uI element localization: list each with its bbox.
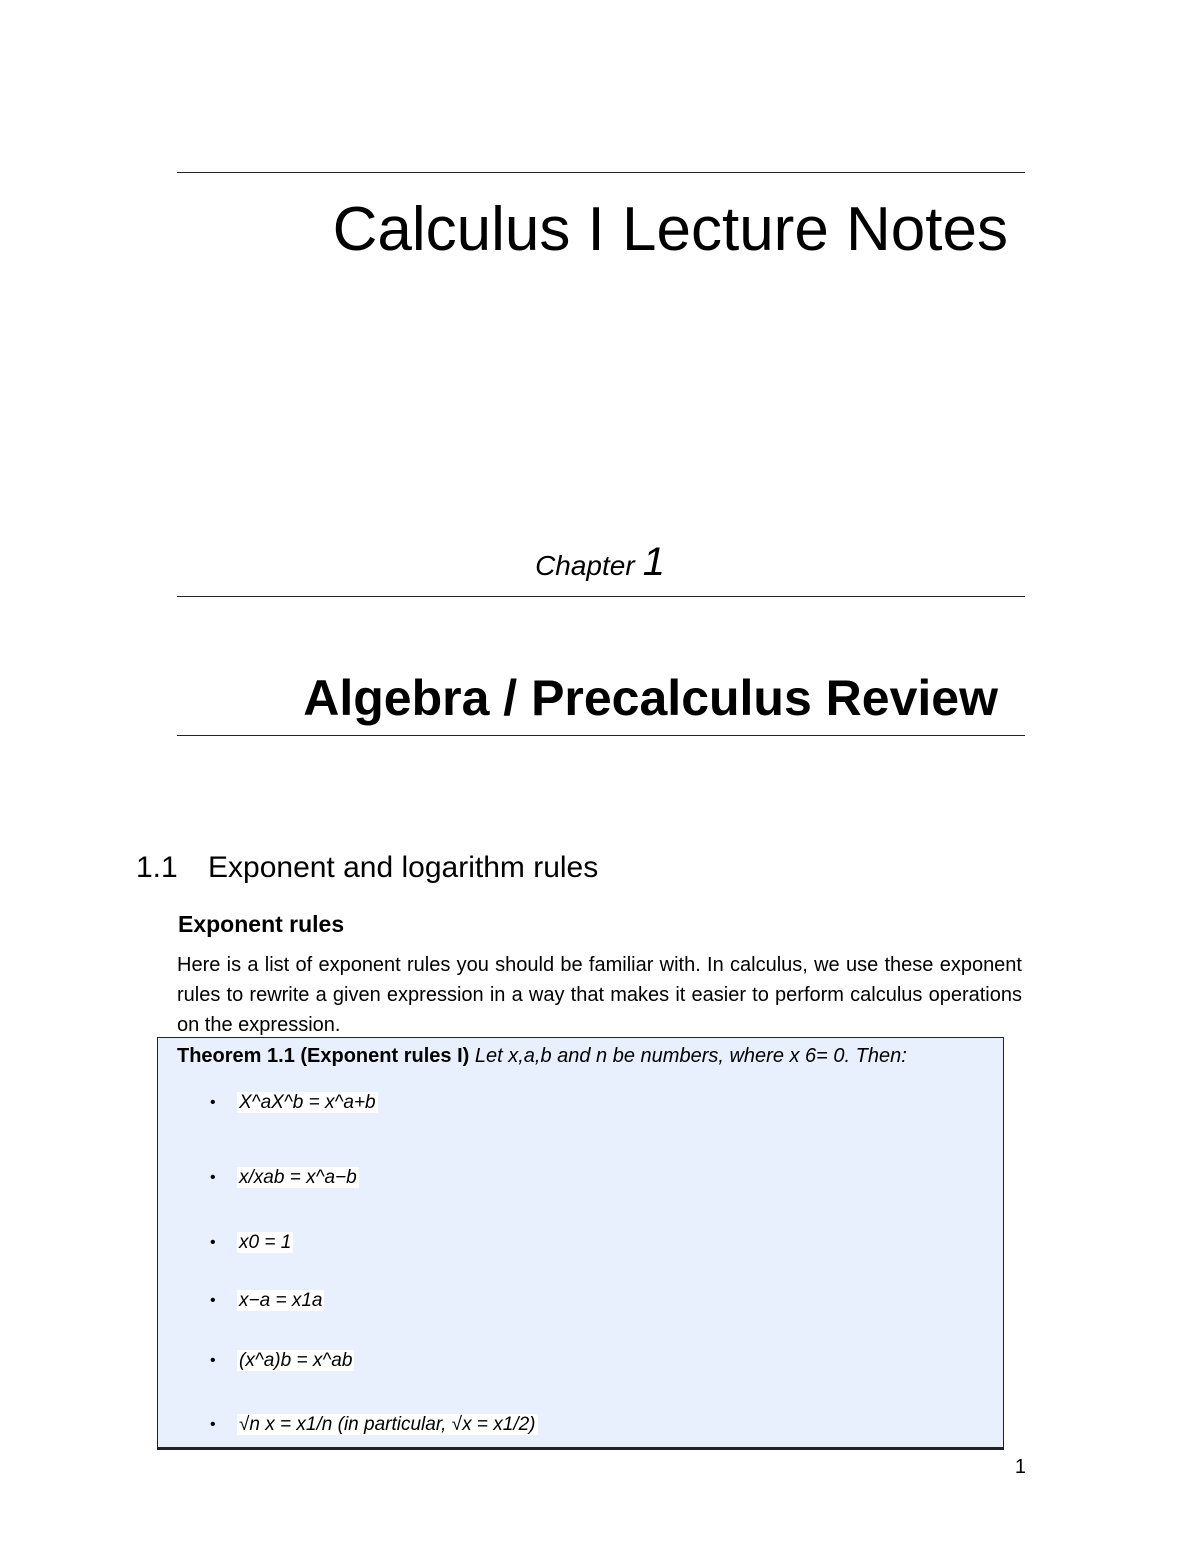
list-item — [210, 1230, 293, 1256]
exponent-rule-power: (x^a)b = x^ab — [239, 1350, 353, 1372]
theorem-statement: Let x,a,b and n be numbers, where x 6= 0. Then: — [474, 1045, 907, 1067]
theorem-header — [177, 1042, 907, 1070]
chapter-number: 1 — [642, 540, 665, 584]
chapter-rule-top — [177, 596, 1025, 597]
exponent-rule-root: √n x = x1/n (in particular, √x = x1/2) — [239, 1414, 536, 1436]
list-item — [210, 1412, 538, 1438]
section-title: Exponent and logarithm rules — [208, 851, 599, 884]
list-item — [210, 1288, 324, 1314]
section-number: 1.1 — [136, 851, 178, 884]
list-item — [210, 1165, 359, 1191]
theorem-label: Theorem 1.1 (Exponent rules I) — [177, 1045, 470, 1067]
exponent-rule-negative: x−a = x1a — [239, 1290, 323, 1312]
chapter-title: Algebra / Precalculus Review — [303, 670, 998, 726]
list-item — [210, 1090, 378, 1116]
chapter-heading — [0, 540, 1200, 585]
bullet-icon: • — [210, 1094, 216, 1111]
bullet-icon: • — [210, 1416, 216, 1433]
bullet-icon: • — [210, 1169, 216, 1186]
chapter-rule-bottom — [177, 735, 1025, 736]
exponent-rule-zero: x0 = 1 — [239, 1232, 292, 1254]
subsection-title: Exponent rules — [178, 911, 345, 937]
intro-paragraph: Here is a list of exponent rules you should be familiar with. In calculus, we use these exponent rules to rewrite a given expression in a way that makes it easier to perform calculus operations on the expression. — [177, 954, 1022, 1036]
theorem-box — [157, 1037, 1004, 1450]
list-item — [210, 1348, 354, 1374]
bullet-icon: • — [210, 1352, 216, 1369]
document-title: Calculus I Lecture Notes — [332, 195, 1008, 264]
exponent-rule-quotient: x/xab = x^a−b — [239, 1167, 357, 1189]
title-top-rule — [177, 172, 1025, 173]
bullet-icon: • — [210, 1292, 216, 1309]
page-number: 1 — [1014, 1456, 1026, 1478]
section-heading — [136, 848, 598, 888]
bullet-icon: • — [210, 1234, 216, 1251]
exponent-rule-product: X^aX^b = x^a+b — [239, 1092, 376, 1114]
chapter-label: Chapter — [535, 550, 635, 581]
